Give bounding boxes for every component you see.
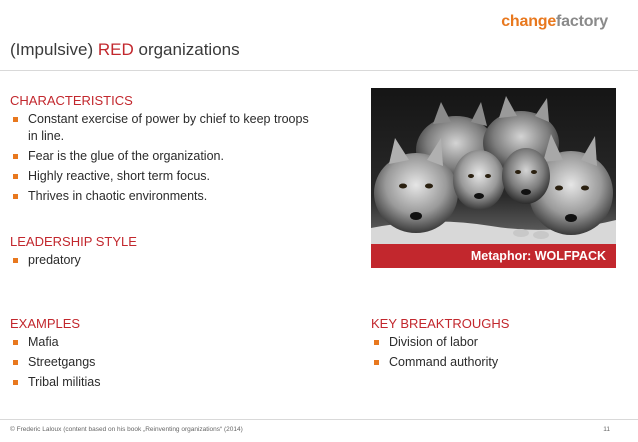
- slide-title: [10, 40, 240, 60]
- footer-divider: [0, 419, 638, 420]
- bullet-square-icon: [13, 154, 18, 159]
- list-item: Division of labor: [371, 334, 616, 351]
- logo-word-change: change: [501, 13, 557, 30]
- title-highlight: RED: [97, 40, 134, 59]
- list-item: Highly reactive, short term focus.: [10, 168, 310, 185]
- bullet-square-icon: [13, 360, 18, 365]
- bullet-square-icon: [13, 380, 18, 385]
- characteristics-heading: CHARACTERISTICS: [10, 93, 133, 108]
- footer-credit: © Frederic Laloux (content based on his book „Reinventing organizations“ (2014): [10, 426, 243, 433]
- list-item: Mafia: [10, 334, 310, 351]
- photo-caption: Metaphor: WOLFPACK: [371, 244, 616, 268]
- list-item: Command authority: [371, 354, 616, 371]
- list-item: Constant exercise of power by chief to keep troops in line.: [10, 111, 310, 145]
- wolves-illustration: [371, 88, 616, 268]
- breakthroughs-list: [371, 334, 616, 374]
- wolfpack-photo: [371, 88, 616, 268]
- bullet-square-icon: [13, 258, 18, 263]
- bullet-square-icon: [374, 340, 379, 345]
- title-prefix: (Impulsive): [10, 40, 98, 59]
- page-number: 11: [603, 426, 610, 433]
- bullet-square-icon: [13, 174, 18, 179]
- title-suffix: organizations: [133, 40, 240, 59]
- header-divider: [0, 70, 638, 71]
- leadership-list: [10, 252, 310, 272]
- bullet-square-icon: [13, 194, 18, 199]
- leadership-heading: LEADERSHIP STYLE: [10, 234, 137, 249]
- list-item: Tribal militias: [10, 374, 310, 391]
- bullet-square-icon: [374, 360, 379, 365]
- change-factory-logo: [501, 13, 608, 31]
- list-item: Fear is the glue of the organization.: [10, 148, 310, 165]
- breakthroughs-heading: KEY BREAKTROUGHS: [371, 316, 510, 331]
- characteristics-list: [10, 111, 310, 208]
- bullet-square-icon: [13, 340, 18, 345]
- list-item: Streetgangs: [10, 354, 310, 371]
- list-item: predatory: [10, 252, 310, 269]
- bullet-square-icon: [13, 117, 18, 122]
- examples-heading: EXAMPLES: [10, 316, 81, 331]
- list-item: Thrives in chaotic environments.: [10, 188, 310, 205]
- logo-word-factory: factory: [556, 13, 608, 30]
- examples-list: [10, 334, 310, 394]
